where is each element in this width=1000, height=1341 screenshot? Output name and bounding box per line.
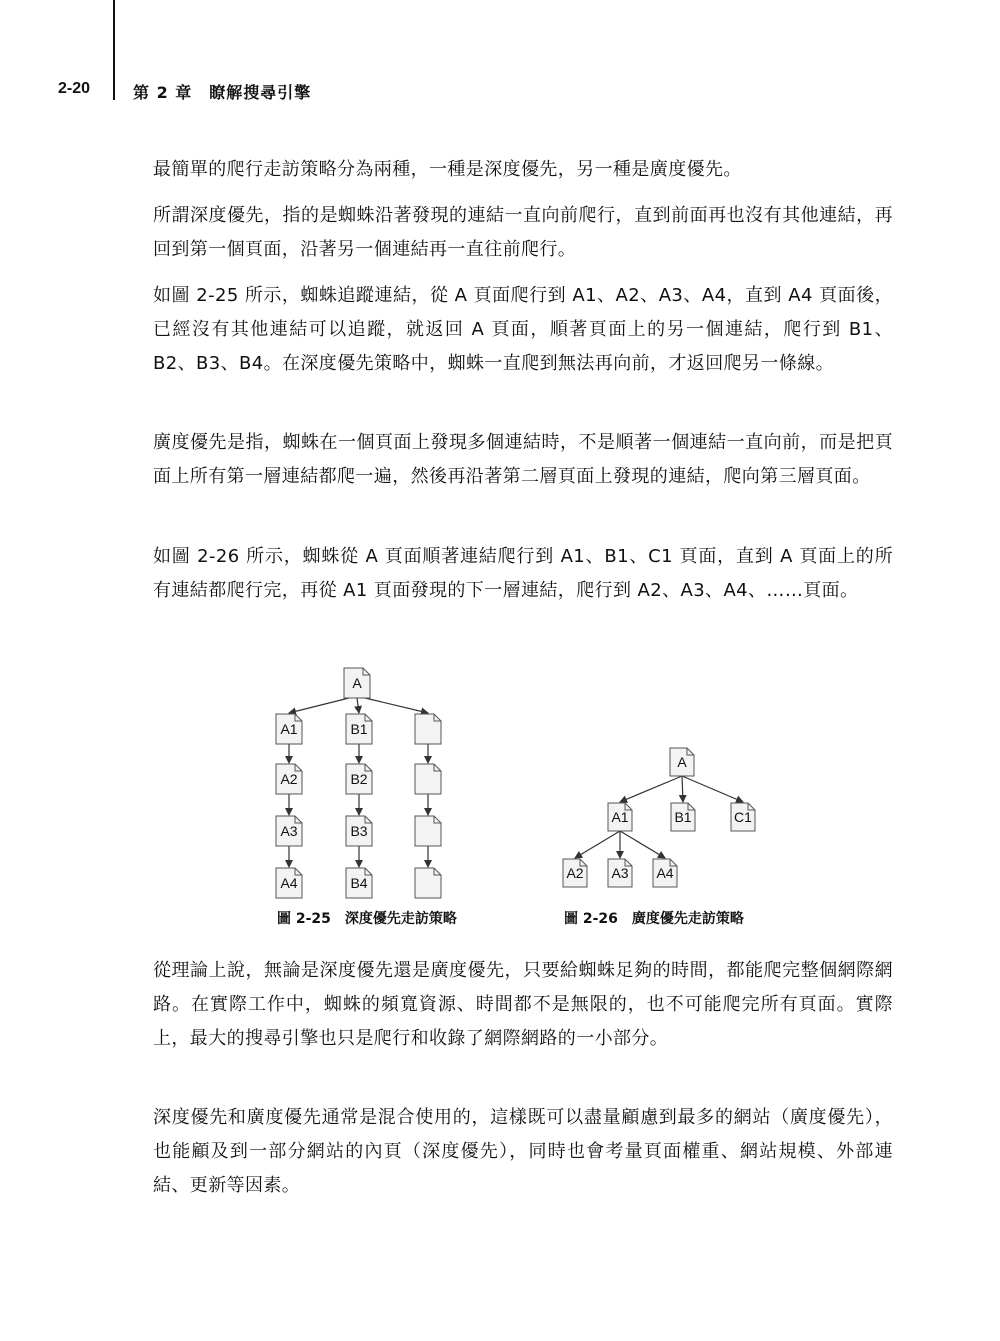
link-arrow	[682, 776, 683, 802]
page-node	[415, 816, 441, 846]
figure-area	[0, 655, 1000, 935]
page-node	[276, 764, 302, 794]
page-node-root	[344, 668, 370, 698]
paragraph: 廣度優先是指，蜘蛛在一個頁面上發現多個連結時，不是順著一個連結一直向前，而是把頁面上所有第一層連結都爬一遍，然後再沿著第二層頁面上發現的連結，爬向第三層頁面。	[153, 432, 893, 487]
page-node	[346, 764, 372, 794]
page-node	[415, 714, 441, 744]
node-label: B3	[350, 823, 368, 839]
page-node	[608, 803, 632, 831]
page-node	[276, 816, 302, 846]
node-label: B4	[350, 875, 368, 891]
page-node	[346, 816, 372, 846]
page-node	[276, 868, 302, 898]
node-label: A4	[656, 865, 674, 881]
node-label: A	[352, 675, 362, 691]
link-arrow	[620, 831, 665, 858]
node-label: A	[677, 754, 687, 770]
node-label: A1	[611, 809, 629, 825]
link-arrow	[357, 698, 359, 713]
paragraph: 深度優先和廣度優先通常是混合使用的，這樣既可以盡量顧慮到最多的網站（廣度優先），也能顧及到一部分網站的內頁（深度優先），同時也會考量頁面權重、網站規模、外部連結、更新等因素。	[153, 1107, 893, 1196]
crawl-strategy-diagrams	[0, 655, 1000, 905]
page-node-root	[670, 748, 694, 776]
page-node	[563, 859, 587, 887]
node-label: C1	[734, 809, 752, 825]
paragraph: 從理論上說，無論是深度優先還是廣度優先，只要給蜘蛛足夠的時間，都能爬完整個網際網路。在實際工作中，蜘蛛的頻寬資源、時間都不是無限的，也不可能爬完所有頁面。實際上，最大的搜尋引擎也只是爬行和收錄了網際網路的一小部分。	[153, 960, 893, 1049]
breadth-first-diagram	[563, 748, 755, 887]
page-node	[415, 868, 441, 898]
node-label: B1	[674, 809, 692, 825]
paragraph: 所謂深度優先，指的是蜘蛛沿著發現的連結一直向前爬行，直到前面再也沒有其他連結，再回到第一個頁面，沿著另一個連結再一直往前爬行。	[153, 205, 893, 260]
figure-caption-breadth: 圖 2-26 廣度優先走訪策略	[564, 911, 744, 927]
page-node	[346, 868, 372, 898]
node-label: A1	[280, 721, 298, 737]
paragraph: 如圖 2-26 所示，蜘蛛從 A 頁面順著連結爬行到 A1、B1、C1 頁面，直到 A 頁面上的所有連結都爬行完，再從 A1 頁面發現的下一層連結，爬行到 A2、A3、A4、……頁面。	[153, 546, 893, 601]
depth-first-diagram	[276, 668, 441, 898]
link-arrow	[289, 698, 349, 713]
node-label: A2	[566, 865, 584, 881]
node-label: A4	[280, 875, 298, 891]
node-label: B1	[350, 721, 368, 737]
link-arrow	[620, 776, 682, 802]
page-node	[608, 859, 632, 887]
page-node	[731, 803, 755, 831]
node-label: A2	[280, 771, 298, 787]
chapter-title: 第 2 章 瞭解搜尋引擎	[133, 83, 312, 102]
figure-caption-depth: 圖 2-25 深度優先走訪策略	[277, 911, 457, 927]
node-label: A3	[280, 823, 298, 839]
page-node	[346, 714, 372, 744]
page-node	[415, 764, 441, 794]
header-divider	[113, 0, 115, 100]
paragraph: 最簡單的爬行走訪策略分為兩種，一種是深度優先，另一種是廣度優先。	[153, 159, 742, 180]
node-label: A3	[611, 865, 629, 881]
node-label: B2	[350, 771, 368, 787]
page-node	[276, 714, 302, 744]
page-node	[671, 803, 695, 831]
link-arrow	[365, 698, 428, 713]
page-node	[653, 859, 677, 887]
link-arrow	[682, 776, 743, 802]
link-arrow	[575, 831, 620, 858]
page-number: 2-20	[58, 80, 91, 97]
paragraph: 如圖 2-25 所示，蜘蛛追蹤連結，從 A 頁面爬行到 A1、A2、A3、A4，直到 A4 頁面後，已經沒有其他連結可以追蹤，就返回 A 頁面，順著頁面上的另一個連結，爬行到 B1、B2、B3、B4。在深度優先策略中，蜘蛛一直爬到無法再向前，才返回爬另一條線。	[153, 285, 893, 374]
